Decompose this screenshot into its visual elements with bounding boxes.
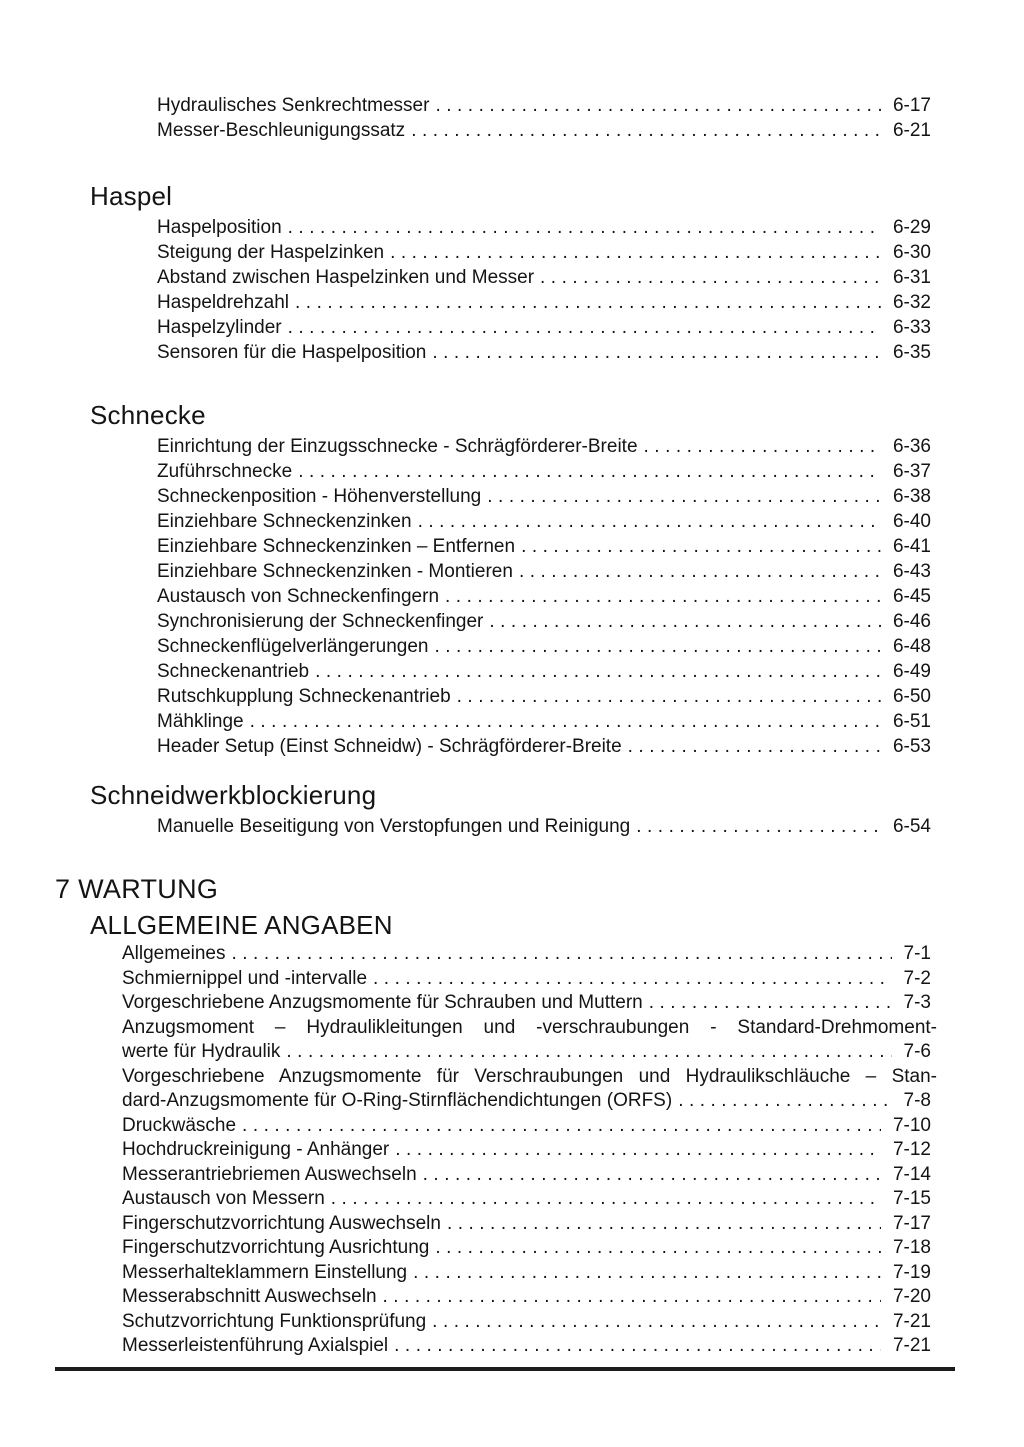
- toc-entry-row: [122, 967, 931, 992]
- toc-entry-page-number: 7-2: [903, 967, 931, 989]
- dot-leader: [423, 1163, 881, 1188]
- toc-entry-page-number: 6-41: [892, 536, 931, 557]
- dot-leader: [434, 634, 880, 659]
- toc-entry-page-number: 6-36: [892, 436, 931, 457]
- toc-entry-page-number: 6-40: [892, 511, 931, 532]
- toc-entry: [0, 215, 1024, 240]
- toc-entry: [0, 609, 1024, 634]
- toc-entry: [0, 290, 1024, 315]
- toc-entry-label: Zuführschnecke: [157, 461, 293, 482]
- toc-entry-row: [157, 634, 931, 659]
- toc-entry-label: dard-Anzugsmomente für O-Ring-Stirnflächendichtungen (ORFS): [122, 1090, 673, 1111]
- toc-entry: [0, 1065, 1024, 1114]
- toc-entry-label: Austausch von Schneckenfingern: [157, 586, 440, 607]
- toc-entry: [0, 1016, 1024, 1065]
- toc-entry-page-number: 6-38: [892, 486, 931, 507]
- toc-entry-label: Steigung der Haspelzinken: [157, 242, 385, 263]
- toc-entry-page-number: 7-8: [903, 1090, 931, 1111]
- toc-entry: [0, 240, 1024, 265]
- toc-entry-label: Druckwäsche: [122, 1114, 237, 1136]
- toc-entry-page-number: 6-21: [892, 120, 931, 141]
- dot-leader: [232, 942, 892, 967]
- toc-entry-row: [157, 340, 931, 365]
- dot-leader: [521, 534, 881, 559]
- toc-entry-row: [122, 1089, 931, 1114]
- toc-entry-row: [157, 484, 931, 509]
- toc-entry-label: Einrichtung der Einzugsschnecke - Schrägförderer-Breite: [157, 436, 638, 457]
- dot-leader: [649, 991, 892, 1016]
- toc-entry-wrapped-line: Vorgeschriebene Anzugsmomente für Verschraubungen und Hydraulikschläuche – Stan-: [122, 1065, 937, 1087]
- toc-entry: [0, 1334, 1024, 1359]
- toc-entry-page-number: 6-53: [892, 736, 931, 757]
- toc-entry: [0, 942, 1024, 967]
- toc-entry: [0, 484, 1024, 509]
- toc-entry-row: [157, 609, 931, 634]
- toc-entry-row: [157, 709, 931, 734]
- toc-entry-label: Synchronisierung der Schneckenfinger: [157, 611, 484, 632]
- toc-entry-label: Fingerschutzvorrichtung Ausrichtung: [122, 1237, 430, 1258]
- toc-entry-row: [122, 1261, 931, 1286]
- dot-leader: [489, 609, 881, 634]
- footer-rule: [55, 1367, 955, 1371]
- toc-entry-label: Allgemeines: [122, 943, 226, 964]
- toc-entry-label: Messerhalteklammern Einstellung: [122, 1261, 408, 1283]
- dot-leader: [288, 315, 881, 340]
- toc-entry-row: [157, 290, 931, 315]
- toc-entry-row: [157, 93, 931, 118]
- toc-entry-label: Vorgeschriebene Anzugsmomente für Schrauben und Muttern: [122, 992, 643, 1013]
- dot-leader: [644, 434, 881, 459]
- dot-leader: [457, 684, 881, 709]
- toc-entry-label: Einziehbare Schneckenzinken: [157, 511, 412, 532]
- toc-entry-label: Sensoren für die Haspelposition: [157, 342, 427, 363]
- toc-entry: [0, 93, 1024, 118]
- toc-entry-page-number: 6-29: [892, 217, 931, 238]
- toc-entry-page-number: 6-33: [892, 317, 931, 338]
- toc-entry-page-number: 7-21: [892, 1310, 931, 1332]
- section-heading: Haspel: [90, 181, 173, 211]
- toc-entry-page-number: 7-15: [892, 1188, 931, 1209]
- toc-subsection: [0, 909, 1024, 1359]
- dot-leader: [678, 1089, 891, 1114]
- dot-leader: [395, 1138, 881, 1163]
- toc-entry-row: [157, 459, 931, 484]
- dot-leader: [628, 734, 881, 759]
- toc-entry: [0, 1212, 1024, 1237]
- dot-leader: [383, 1285, 881, 1310]
- toc-entry: [0, 559, 1024, 584]
- dot-leader: [250, 709, 881, 734]
- toc-entry-row: [122, 991, 931, 1016]
- toc-entry: [0, 315, 1024, 340]
- toc-entry: [0, 991, 1024, 1016]
- toc-entry: [0, 1285, 1024, 1310]
- toc-entry: [0, 734, 1024, 759]
- dot-leader: [418, 509, 881, 534]
- toc-entry-page-number: 6-45: [892, 586, 931, 607]
- subsection-heading: ALLGEMEINE ANGABEN: [90, 910, 393, 940]
- toc-entry-page-number: 7-20: [892, 1286, 931, 1307]
- toc-entry-page-number: 7-18: [892, 1237, 931, 1258]
- toc-entry-page-number: 6-51: [892, 711, 931, 732]
- toc-entry-row: [157, 240, 931, 265]
- toc-entry: [0, 1187, 1024, 1212]
- toc-section: [0, 93, 1024, 143]
- toc-entry-label: Fingerschutzvorrichtung Auswechseln: [122, 1212, 441, 1234]
- dot-leader: [540, 265, 881, 290]
- toc-entry-row: [122, 1163, 931, 1188]
- dot-leader: [394, 1334, 881, 1359]
- toc-entry-page-number: 7-3: [903, 992, 931, 1013]
- toc-entry-label: Messerabschnitt Auswechseln: [122, 1286, 377, 1307]
- toc-entry-page-number: 7-19: [892, 1261, 931, 1283]
- toc-entry: [0, 1236, 1024, 1261]
- toc-entry-row: [122, 1236, 931, 1261]
- toc-entry-row: [157, 534, 931, 559]
- toc-entry-label: Schmiernippel und -intervalle: [122, 967, 368, 989]
- toc-entry-label: Austausch von Messern: [122, 1188, 325, 1209]
- toc-entry-page-number: 6-31: [892, 267, 931, 288]
- toc-entry: [0, 1163, 1024, 1188]
- toc-entry-page-number: 7-10: [892, 1114, 931, 1136]
- toc-entry-row: [122, 1138, 931, 1163]
- dot-leader: [411, 118, 881, 143]
- chapter-block: [0, 871, 1024, 1359]
- toc-entry: [0, 1261, 1024, 1286]
- toc-entry: [0, 459, 1024, 484]
- toc-entry-label: Schneckenantrieb: [157, 661, 310, 682]
- toc-entry-row: [157, 118, 931, 143]
- dot-leader: [331, 1187, 881, 1212]
- toc-entry: [0, 709, 1024, 734]
- toc-entry-row: [122, 1334, 931, 1359]
- dot-leader: [295, 290, 881, 315]
- toc-entry-row: [157, 584, 931, 609]
- dot-leader: [435, 1236, 881, 1261]
- toc-entry-label: Messer-Beschleunigungssatz: [157, 120, 406, 141]
- dot-leader: [432, 340, 881, 365]
- toc-entry-row: [157, 559, 931, 584]
- toc-entry-label: werte für Hydraulik: [122, 1041, 281, 1062]
- toc-entry-label: Schneckenflügelverlängerungen: [157, 636, 429, 657]
- toc-entry: [0, 340, 1024, 365]
- toc-entry-label: Einziehbare Schneckenzinken – Entfernen: [157, 536, 516, 557]
- dot-leader: [413, 1261, 881, 1286]
- toc-entry: [0, 509, 1024, 534]
- toc-entry-label: Header Setup (Einst Schneidw) - Schrägförderer-Breite: [157, 736, 622, 757]
- toc-entry-page-number: 7-6: [903, 1041, 931, 1062]
- toc-entry-label: Hydraulisches Senkrechtmesser: [157, 95, 430, 116]
- dot-leader: [315, 659, 881, 684]
- toc-entry-page-number: 6-35: [892, 342, 931, 363]
- toc-entry-row: [157, 684, 931, 709]
- toc-entry-wrapped-line: Anzugsmoment – Hydraulikleitungen und -verschraubungen - Standard-Drehmoment-: [122, 1016, 937, 1038]
- toc-entry: [0, 1114, 1024, 1139]
- toc-entry-row: [122, 1040, 931, 1065]
- toc-entry-label: Abstand zwischen Haspelzinken und Messer: [157, 267, 535, 288]
- toc-entry: [0, 118, 1024, 143]
- toc-entry-row: [157, 215, 931, 240]
- toc-entry-row: [122, 1212, 931, 1237]
- toc-entry-row: [157, 814, 931, 839]
- toc-entry-label: Einziehbare Schneckenzinken - Montieren: [157, 561, 513, 582]
- dot-leader: [435, 93, 881, 118]
- toc-entry: [0, 659, 1024, 684]
- toc-entry-page-number: 6-32: [892, 292, 931, 313]
- dot-leader: [286, 1040, 891, 1065]
- toc-entry: [0, 1310, 1024, 1335]
- dot-leader: [519, 559, 881, 584]
- toc-entry-page-number: 7-14: [892, 1163, 931, 1185]
- toc-entry-page-number: 7-1: [903, 943, 931, 964]
- toc-entry-row: [122, 1310, 931, 1335]
- toc-entry-page-number: 6-30: [892, 242, 931, 263]
- toc-entry-page-number: 6-17: [892, 95, 931, 116]
- toc-entry-label: Messerleistenführung Axialspiel: [122, 1335, 389, 1356]
- toc-entry-label: Haspelzylinder: [157, 317, 282, 338]
- toc-entry-page-number: 7-21: [892, 1335, 931, 1356]
- dot-leader: [373, 967, 892, 992]
- toc-entry-page-number: 6-49: [892, 661, 931, 682]
- toc-entry-label: Schneckenposition - Höhenverstellung: [157, 486, 482, 507]
- toc-entry-page-number: 6-37: [892, 461, 931, 482]
- dot-leader: [487, 484, 881, 509]
- toc-entry-label: Mähklinge: [157, 711, 244, 732]
- dot-leader: [432, 1310, 881, 1335]
- toc-entry-label: Manuelle Beseitigung von Verstopfungen und Reinigung: [157, 816, 631, 837]
- toc-entry-page-number: 7-17: [892, 1212, 931, 1234]
- dot-leader: [390, 240, 881, 265]
- toc-entry-row: [122, 1285, 931, 1310]
- toc-entry-row: [157, 315, 931, 340]
- toc-entry-label: Messerantriebriemen Auswechseln: [122, 1163, 417, 1185]
- toc-entry-label: Hochdruckreinigung - Anhänger: [122, 1139, 390, 1160]
- toc-entry-page-number: 7-12: [892, 1139, 931, 1160]
- toc-entry-row: [122, 1114, 931, 1139]
- toc-entry-page-number: 6-54: [892, 816, 931, 837]
- toc-entry-label: Haspelposition: [157, 217, 282, 238]
- toc-entry: [0, 634, 1024, 659]
- dot-leader: [298, 459, 881, 484]
- toc-entry-page-number: 6-46: [892, 611, 931, 632]
- dot-leader: [636, 814, 881, 839]
- toc-entry: [0, 684, 1024, 709]
- toc-entry-row: [157, 659, 931, 684]
- toc-entry-page-number: 6-43: [892, 561, 931, 582]
- dot-leader: [447, 1212, 881, 1237]
- toc-entry-row: [157, 509, 931, 534]
- toc-entry: [0, 534, 1024, 559]
- toc-entry-row: [157, 734, 931, 759]
- toc-entry: [0, 967, 1024, 992]
- toc-entry-label: Schutzvorrichtung Funktionsprüfung: [122, 1310, 427, 1332]
- section-heading: Schneidwerkblockierung: [90, 780, 377, 810]
- dot-leader: [242, 1114, 881, 1139]
- toc-entry-page-number: 6-50: [892, 686, 931, 707]
- toc-entry-row: [157, 434, 931, 459]
- toc-entry-row: [122, 1187, 931, 1212]
- toc-entry-row: [122, 942, 931, 967]
- dot-leader: [288, 215, 881, 240]
- toc-entry-label: Rutschkupplung Schneckenantrieb: [157, 686, 451, 707]
- toc-entry-page-number: 6-48: [892, 636, 931, 657]
- section-heading: Schnecke: [90, 400, 206, 430]
- chapter-heading: 7 WARTUNG: [55, 874, 219, 904]
- dot-leader: [445, 584, 881, 609]
- toc-section: [0, 179, 1024, 365]
- toc-entry: [0, 265, 1024, 290]
- toc-entry-label: Haspeldrehzahl: [157, 292, 290, 313]
- toc-entry: [0, 434, 1024, 459]
- toc-entry-row: [157, 265, 931, 290]
- toc-section: [0, 398, 1024, 759]
- toc-entry: [0, 1138, 1024, 1163]
- toc-entry: [0, 584, 1024, 609]
- toc-section: [0, 778, 1024, 839]
- toc-entry: [0, 814, 1024, 839]
